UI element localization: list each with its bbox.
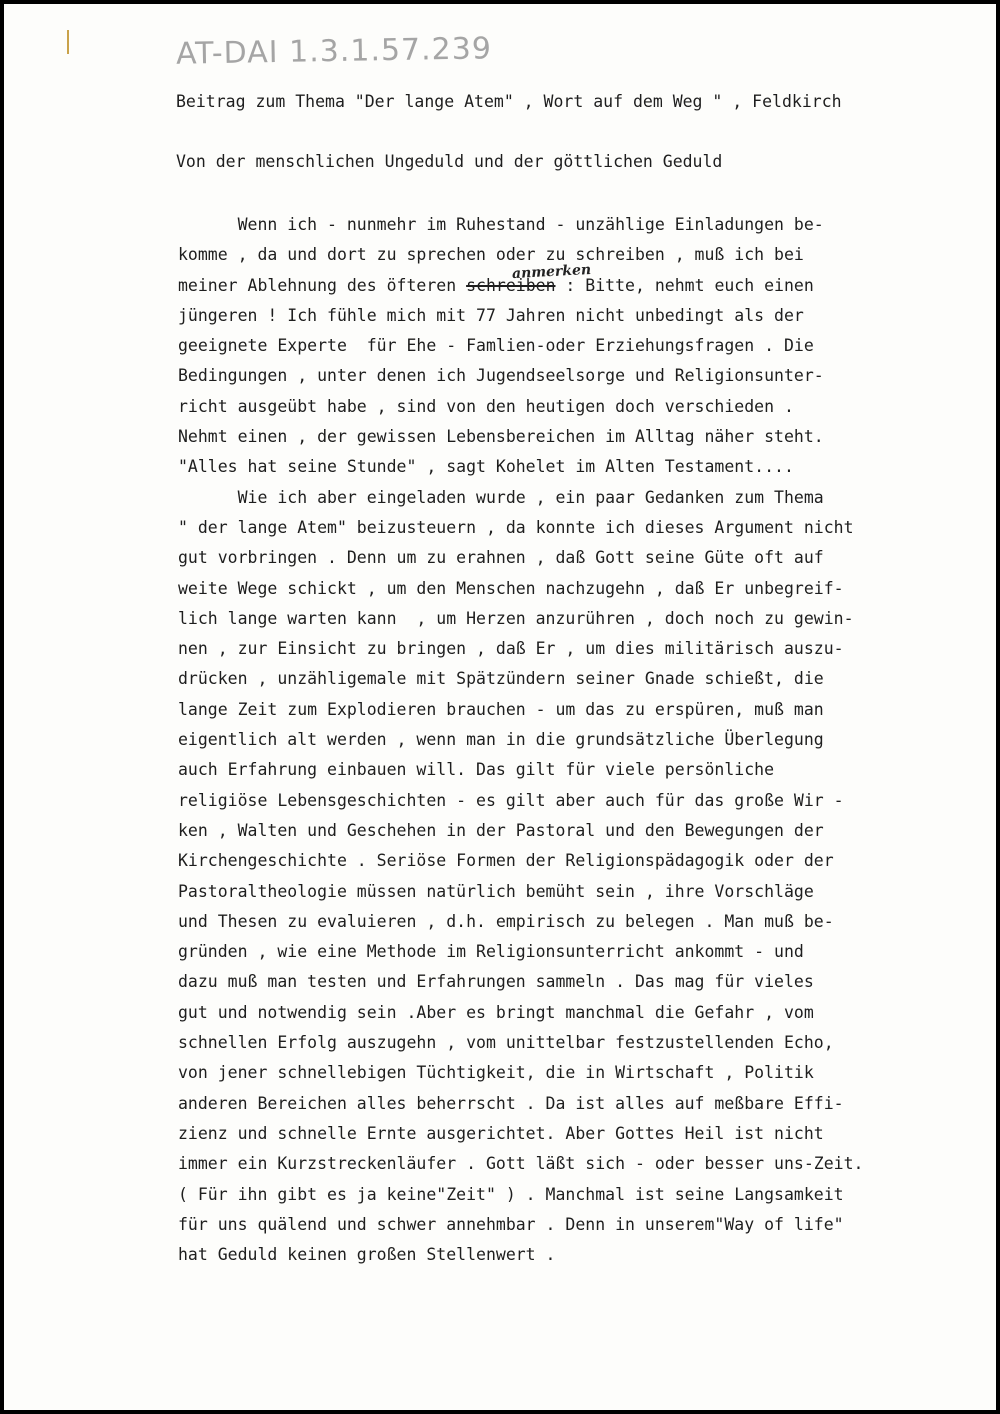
document-title: Von der menschlichen Ungeduld und der göttlichen Geduld (176, 152, 723, 171)
body-line: ken , Walten und Geschehen in der Pastoral und den Bewegungen der (178, 820, 824, 840)
body-line: Wenn ich - nunmehr im Ruhestand - unzählige Einladungen be- (178, 215, 824, 234)
pencil-mark (67, 30, 69, 54)
body-line: ( Für ihn gibt es ja keine"Zeit" ) . Manchmal ist seine Langsamkeit (178, 1184, 844, 1204)
handwritten-insertion: anmerken (511, 261, 592, 282)
body-line: Bedingungen , unter denen ich Jugendseelsorge und Religionsunter- (178, 366, 824, 386)
body-line: weite Wege schickt , um den Menschen nachzugehn , daß Er unbegreif- (178, 578, 844, 598)
body-line: auch Erfahrung einbauen will. Das gilt für viele persönliche (178, 760, 775, 780)
body-line: " der lange Atem" beizusteuern , da konnte ich dieses Argument nicht (178, 517, 854, 537)
body-line: jüngeren ! Ich fühle mich mit 77 Jahren nicht unbedingt als der (178, 305, 804, 325)
correction-before: meiner Ablehnung des öfteren (178, 275, 467, 295)
body-line: dazu muß man testen und Erfahrungen sammeln . Das mag für vieles (178, 972, 814, 992)
body-line: immer ein Kurzstreckenläufer . Gott läßt sich - oder besser uns-Zeit. (178, 1154, 864, 1174)
body-line: Nehmt einen , der gewissen Lebensbereichen im Alltag näher steht. (178, 427, 824, 447)
body-line-correction (178, 261, 863, 301)
archive-id: AT-DAI 1.3.1.57.239 (175, 31, 493, 72)
document-page (4, 4, 996, 1410)
body-line: gut und notwendig sein .Aber es bringt manchmal die Gefahr , vom (178, 1002, 814, 1022)
body-line: von jener schnellebigen Tüchtigkeit, die in Wirtschaft , Politik (178, 1063, 814, 1083)
body-line: gründen , wie eine Methode im Religionsunterricht ankommt - und (178, 942, 804, 962)
body-line: "Alles hat seine Stunde" , sagt Kohelet im Alten Testament.... (178, 457, 794, 477)
body-line: hat Geduld keinen großen Stellenwert . (178, 1245, 556, 1265)
body-line: Pastoraltheologie müssen natürlich bemüht sein , ihre Vorschläge (178, 881, 814, 901)
body-line: anderen Bereichen alles beherrscht . Da ist alles auf meßbare Effi- (178, 1093, 844, 1113)
correction-after: : Bitte, nehmt euch einen (555, 275, 814, 295)
body-line: richt ausgeübt habe , sind von den heutigen doch verschieden . (178, 396, 794, 416)
body-line: lange Zeit zum Explodieren brauchen - um das zu erspüren, muß man (178, 699, 824, 719)
body-line: zienz und schnelle Ernte ausgerichtet. Aber Gottes Heil ist nicht (178, 1123, 824, 1143)
body-line: Kirchengeschichte . Seriöse Formen der Religionspädagogik oder der (178, 851, 834, 871)
body-line: gut vorbringen . Denn um zu erahnen , daß Gott seine Güte oft auf (178, 548, 824, 568)
body-line: schnellen Erfolg auszugehn , vom unittelbar festzustellenden Echo, (178, 1033, 834, 1053)
body-line: Wie ich aber eingeladen wurde , ein paar Gedanken zum Thema (178, 487, 824, 507)
document-header: Beitrag zum Thema "Der lange Atem" , Wort auf dem Weg " , Feldkirch (176, 92, 842, 111)
body-line: lich lange warten kann , um Herzen anzurühren , doch noch zu gewin- (178, 608, 854, 628)
body-line: und Thesen zu evaluieren , d.h. empirisch zu belegen . Man muß be- (178, 911, 834, 931)
body-line: drücken , unzähligemale mit Spätzündern seiner Gnade schießt, die (178, 669, 824, 689)
body-line: komme , da und dort zu sprechen oder zu schreiben , muß ich bei (178, 245, 804, 265)
body-line: geeignete Experte für Ehe - Famlien-oder Erziehungsfragen . Die (178, 336, 814, 356)
body-line: eigentlich alt werden , wenn man in die grundsätzliche Überlegung (178, 730, 824, 750)
body-text (178, 210, 863, 1270)
body-line: religiöse Lebensgeschichten - es gilt aber auch für das große Wir - (178, 790, 844, 810)
body-line: nen , zur Einsicht zu bringen , daß Er , um dies militärisch auszu- (178, 639, 844, 659)
struck-word: schreiben (466, 275, 556, 295)
body-line: für uns quälend und schwer annehmbar . Denn in unserem"Way of life" (178, 1214, 844, 1234)
